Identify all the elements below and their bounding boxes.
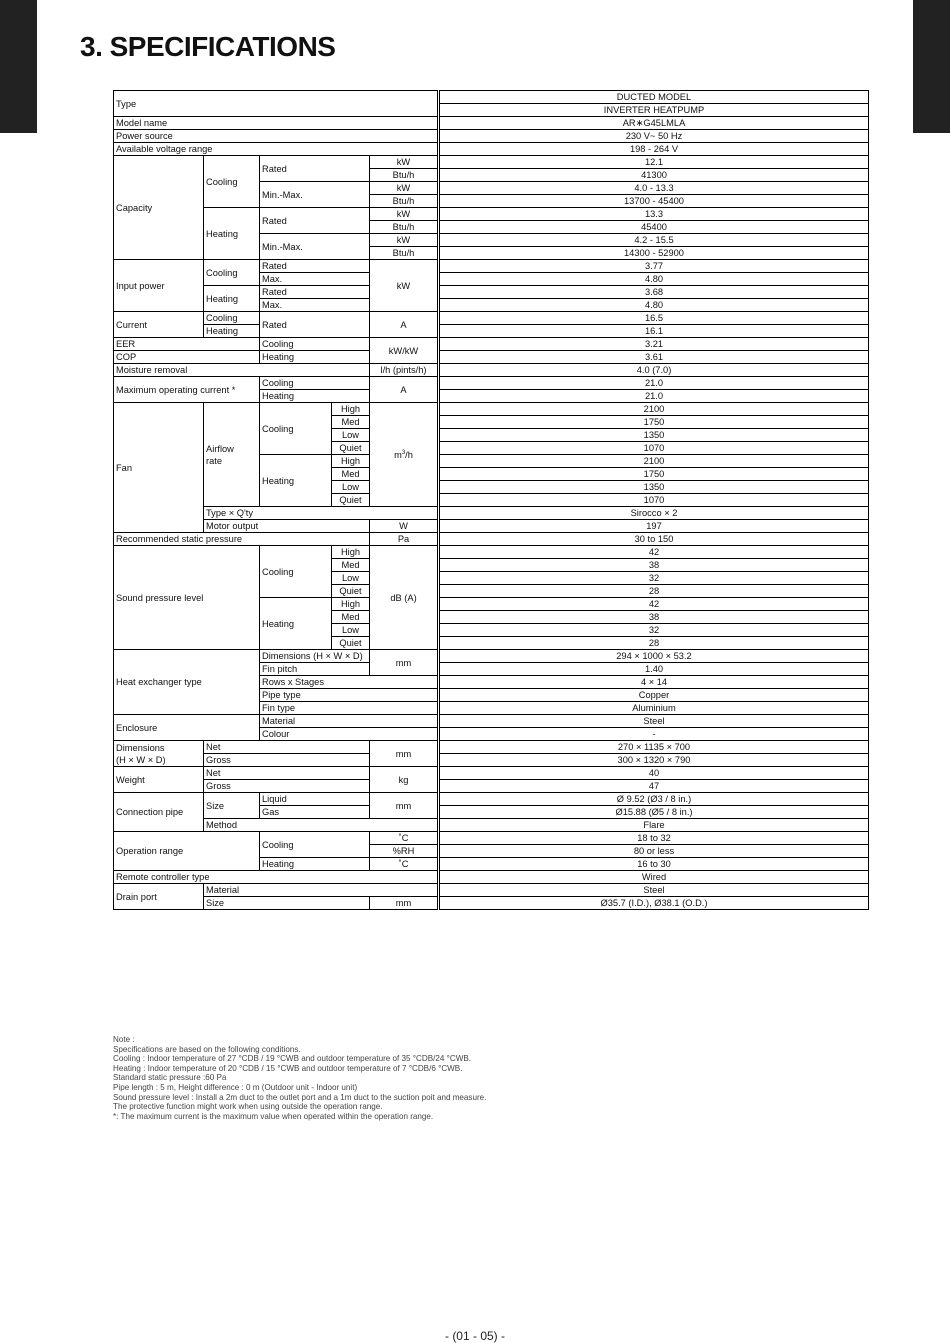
net-label: Net — [204, 767, 370, 780]
mode-heating: Heating — [260, 351, 370, 364]
note-line: Specifications are based on the following conditions. — [113, 1044, 301, 1054]
connection-pipe-label: Connection pipe — [114, 793, 204, 832]
table-row — [114, 819, 869, 832]
table-row — [114, 325, 869, 338]
table-row — [114, 351, 869, 364]
speed-high: High — [332, 455, 370, 468]
voltage-label: Available voltage range — [114, 143, 438, 156]
sub-rated: Rated — [260, 312, 370, 338]
table-row — [114, 260, 869, 273]
table-row — [114, 767, 869, 780]
capacity-rated: Rated — [260, 208, 370, 234]
unit-kg: kg — [370, 767, 438, 793]
table-row — [114, 520, 869, 533]
unit-kwkw: kW/kW — [370, 338, 438, 364]
unit-mm: mm — [370, 897, 438, 910]
value-cell: 16.5 — [440, 312, 869, 325]
table-row — [114, 533, 869, 546]
cop-label: COP — [114, 351, 260, 364]
speed-med: Med — [332, 611, 370, 624]
note-line: The protective function might work when using outside the operation range. — [113, 1102, 383, 1112]
table-row — [114, 546, 869, 559]
table-row — [114, 507, 869, 520]
static-pressure-label: Recommended static pressure — [114, 533, 370, 546]
dimensions-text: Dimensions — [116, 742, 165, 753]
table-row — [114, 130, 869, 143]
value-cell: 28 — [440, 637, 869, 650]
rows-stages-label: Rows x Stages — [260, 676, 438, 689]
speed-quiet: Quiet — [332, 442, 370, 455]
value-cell: 1750 — [440, 468, 869, 481]
type-value: INVERTER HEATPUMP — [440, 104, 869, 117]
value-cell: 30 to 150 — [440, 533, 869, 546]
value-cell: 1.40 — [440, 663, 869, 676]
material-label: Material — [204, 884, 438, 897]
table-row — [114, 338, 869, 351]
value-cell: Copper — [440, 689, 869, 702]
speed-low: Low — [332, 481, 370, 494]
value-cell: 12.1 — [440, 156, 869, 169]
value-cell: 32 — [440, 572, 869, 585]
sub-max: Max. — [260, 299, 370, 312]
note-line: Sound pressure level : Install a 2m duct to the outlet port and a 1m duct to the suction poit and measure. — [113, 1092, 487, 1102]
value-cell: 13700 - 45400 — [440, 195, 869, 208]
mode-heating: Heating — [204, 325, 260, 338]
value-cell: 4.0 - 13.3 — [440, 182, 869, 195]
mode-cooling: Cooling — [260, 546, 332, 598]
speed-med: Med — [332, 416, 370, 429]
capacity-heating: Heating — [204, 208, 260, 260]
value-cell: 38 — [440, 611, 869, 624]
mode-heating: Heating — [260, 455, 332, 507]
unit-rh: %RH — [370, 845, 438, 858]
speed-high: High — [332, 546, 370, 559]
table-row — [114, 793, 869, 806]
page-title: 3. SPECIFICATIONS — [80, 31, 336, 62]
table-row — [114, 377, 869, 390]
mode-cooling: Cooling — [260, 832, 370, 858]
type-label: Type — [114, 91, 438, 117]
max-current-label: Maximum operating current * — [114, 377, 260, 403]
value-cell: Wired — [440, 871, 869, 884]
mode-cooling: Cooling — [260, 377, 370, 390]
value-cell: 16 to 30 — [440, 858, 869, 871]
value-cell: Steel — [440, 884, 869, 897]
mode-cooling: Cooling — [260, 338, 370, 351]
capacity-minmax: Min.-Max. — [260, 182, 370, 208]
value-cell: 300 × 1320 × 790 — [440, 754, 869, 767]
value-cell: 3.77 — [440, 260, 869, 273]
unit-btu: Btu/h — [370, 169, 438, 182]
unit-btu: Btu/h — [370, 221, 438, 234]
heat-exchanger-label: Heat exchanger type — [114, 650, 260, 715]
enclosure-label: Enclosure — [114, 715, 260, 741]
notes — [113, 1035, 486, 1121]
capacity-minmax: Min.-Max. — [260, 234, 370, 260]
speed-med: Med — [332, 468, 370, 481]
operation-range-label: Operation range — [114, 832, 260, 871]
speed-low: Low — [332, 572, 370, 585]
unit-btu: Btu/h — [370, 247, 438, 260]
value-cell: 32 — [440, 624, 869, 637]
size-label: Size — [204, 897, 370, 910]
unit-kw: kW — [370, 156, 438, 169]
value-cell: Sirocco × 2 — [440, 507, 869, 520]
fin-type-label: Fin type — [260, 702, 438, 715]
model-label: Model name — [114, 117, 438, 130]
table-row — [114, 780, 869, 793]
airflow-rate-label — [204, 403, 260, 507]
gas-label: Gas — [260, 806, 370, 819]
note-line: Heating : Indoor temperature of 20 °CDB / 15 °CWB and outdoor temperature of 7 °CDB/6 °CWB. — [113, 1063, 463, 1073]
table-row — [114, 897, 869, 910]
current-label: Current — [114, 312, 204, 338]
moisture-label: Moisture removal — [114, 364, 370, 377]
colour-label: Colour — [260, 728, 438, 741]
mode-cooling: Cooling — [204, 260, 260, 286]
mode-cooling: Cooling — [204, 312, 260, 325]
side-tab-right — [913, 0, 950, 223]
value-cell: 41300 — [440, 169, 869, 182]
unit-a: A — [370, 312, 438, 338]
unit-kw: kW — [370, 182, 438, 195]
unit-db: dB (A) — [370, 546, 438, 650]
mode-heating: Heating — [260, 858, 370, 871]
note-line: Cooling : Indoor temperature of 27 °CDB / 19 °CWB and outdoor temperature of 35 °CDB/24 °CWB. — [113, 1054, 472, 1064]
value-cell: 3.61 — [440, 351, 869, 364]
side-tab-line1: DUCT TYPE — [4, 149, 18, 223]
value-cell: 16.1 — [440, 325, 869, 338]
value-cell: 1070 — [440, 494, 869, 507]
unit-w: W — [370, 520, 438, 533]
fan-label: Fan — [114, 403, 204, 533]
value-cell: 47 — [440, 780, 869, 793]
speed-quiet: Quiet — [332, 637, 370, 650]
hex-dimensions-label: Dimensions (H × W × D) — [260, 650, 370, 663]
sub-rated: Rated — [260, 286, 370, 299]
value-cell: 21.0 — [440, 377, 869, 390]
table-row — [114, 650, 869, 663]
mode-heating: Heating — [260, 598, 332, 650]
unit-btu: Btu/h — [370, 195, 438, 208]
side-tab-line2: AR∗G45LMLA — [931, 135, 945, 223]
sub-max: Max. — [260, 273, 370, 286]
value-cell: 3.68 — [440, 286, 869, 299]
side-tab-line2: AR∗G45LMLA — [18, 135, 32, 223]
value-cell: 294 × 1000 × 53.2 — [440, 650, 869, 663]
value-cell: 14300 - 52900 — [440, 247, 869, 260]
value-cell: 21.0 — [440, 390, 869, 403]
value-cell: 1350 — [440, 481, 869, 494]
table-row — [114, 312, 869, 325]
speed-high: High — [332, 598, 370, 611]
side-tab-line1: DUCT TYPE — [917, 149, 931, 223]
value-cell: 40 — [440, 767, 869, 780]
dimensions-sub: (H × W × D) — [116, 754, 166, 765]
gross-label: Gross — [204, 754, 370, 767]
table-row — [114, 286, 869, 299]
unit-a: A — [370, 377, 438, 403]
unit-kw: kW — [370, 208, 438, 221]
table-row — [114, 832, 869, 845]
unit-m: m — [394, 450, 402, 461]
sound-label: Sound pressure level — [114, 546, 260, 650]
table-row — [114, 715, 869, 728]
value-cell: 42 — [440, 546, 869, 559]
value-cell: Aluminium — [440, 702, 869, 715]
power-value: 230 V~ 50 Hz — [440, 130, 869, 143]
value-cell: 1750 — [440, 416, 869, 429]
material-label: Material — [260, 715, 438, 728]
mode-heating: Heating — [260, 390, 370, 403]
page-number: - (01 - 05) - — [444, 1329, 505, 1343]
capacity-rated: Rated — [260, 156, 370, 182]
value-cell: 13.3 — [440, 208, 869, 221]
value-cell: Steel — [440, 715, 869, 728]
table-row — [114, 871, 869, 884]
value-cell: 2100 — [440, 403, 869, 416]
note-line: *: The maximum current is the maximum value when operated within the operation range. — [113, 1111, 434, 1121]
dimensions-label — [114, 741, 204, 767]
pipe-type-label: Pipe type — [260, 689, 438, 702]
airflow-text: Airflow — [206, 443, 234, 454]
fin-pitch-label: Fin pitch — [260, 663, 370, 676]
value-cell: 1350 — [440, 429, 869, 442]
table-row — [114, 741, 869, 754]
value-cell: 18 to 32 — [440, 832, 869, 845]
liquid-label: Liquid — [260, 793, 370, 806]
unit-tail: /h — [405, 450, 413, 461]
value-cell: Ø15.88 (Ø5 / 8 in.) — [440, 806, 869, 819]
table-row — [114, 364, 869, 377]
input-power-label: Input power — [114, 260, 204, 312]
unit-pa: Pa — [370, 533, 438, 546]
table-row — [114, 208, 869, 221]
weight-label: Weight — [114, 767, 204, 793]
value-cell: 38 — [440, 559, 869, 572]
unit-c: ˚C — [370, 832, 438, 845]
power-label: Power source — [114, 130, 438, 143]
value-cell: Ø35.7 (I.D.), Ø38.1 (O.D.) — [440, 897, 869, 910]
speed-quiet: Quiet — [332, 494, 370, 507]
speed-high: High — [332, 403, 370, 416]
specifications-table — [113, 90, 869, 910]
value-cell: 2100 — [440, 455, 869, 468]
motor-output-label: Motor output — [204, 520, 370, 533]
mode-cooling: Cooling — [260, 403, 332, 455]
unit-c: ˚C — [370, 858, 438, 871]
value-cell: 197 — [440, 520, 869, 533]
value-cell: Flare — [440, 819, 869, 832]
size-label: Size — [204, 793, 260, 819]
remote-controller-label: Remote controller type — [114, 871, 438, 884]
value-cell: 45400 — [440, 221, 869, 234]
table-row — [114, 143, 869, 156]
speed-quiet: Quiet — [332, 585, 370, 598]
value-cell: 28 — [440, 585, 869, 598]
value-cell: 42 — [440, 598, 869, 611]
value-cell: Ø 9.52 (Ø3 / 8 in.) — [440, 793, 869, 806]
value-cell: 4.0 (7.0) — [440, 364, 869, 377]
net-label: Net — [204, 741, 370, 754]
value-cell: 4.80 — [440, 273, 869, 286]
value-cell: 3.21 — [440, 338, 869, 351]
table-row — [114, 117, 869, 130]
gross-label: Gross — [204, 780, 370, 793]
note-line: Pipe length : 5 m, Height difference : 0 m (Outdoor unit - Indoor unit) — [113, 1082, 358, 1092]
unit-mm: mm — [370, 793, 438, 819]
side-tab-left — [0, 0, 37, 223]
unit-cell: l/h (pints/h) — [370, 364, 438, 377]
value-cell: - — [440, 728, 869, 741]
sub-rated: Rated — [260, 260, 370, 273]
unit-sup: 3 — [401, 450, 406, 457]
value-cell: 4.80 — [440, 299, 869, 312]
note-line: Note : — [113, 1035, 135, 1044]
value-cell: 4 × 14 — [440, 676, 869, 689]
value-cell: 270 × 1135 × 700 — [440, 741, 869, 754]
value-cell: 80 or less — [440, 845, 869, 858]
mode-heating: Heating — [204, 286, 260, 312]
capacity-cooling: Cooling — [204, 156, 260, 208]
value-cell: 4.2 - 15.5 — [440, 234, 869, 247]
table-row — [114, 156, 869, 169]
unit-mm: mm — [370, 650, 438, 676]
speed-med: Med — [332, 559, 370, 572]
drain-port-label: Drain port — [114, 884, 204, 910]
model-value: AR∗G45LMLA — [440, 117, 869, 130]
capacity-label: Capacity — [114, 156, 204, 260]
eer-label: EER — [114, 338, 260, 351]
speed-low: Low — [332, 624, 370, 637]
unit-kw: kW — [370, 260, 438, 312]
unit-airflow — [370, 403, 438, 507]
table-row — [114, 91, 869, 104]
table-row — [114, 754, 869, 767]
voltage-value: 198 - 264 V — [440, 143, 869, 156]
unit-kw: kW — [370, 234, 438, 247]
unit-mm: mm — [370, 741, 438, 767]
fan-type-label: Type × Q'ty — [204, 507, 438, 520]
type-value: DUCTED MODEL — [440, 91, 869, 104]
method-label: Method — [204, 819, 438, 832]
table-row — [114, 403, 869, 416]
rate-text: rate — [206, 455, 223, 466]
note-line: Standard static pressure :60 Pa — [113, 1073, 227, 1083]
speed-low: Low — [332, 429, 370, 442]
table-row — [114, 884, 869, 897]
value-cell: 1070 — [440, 442, 869, 455]
